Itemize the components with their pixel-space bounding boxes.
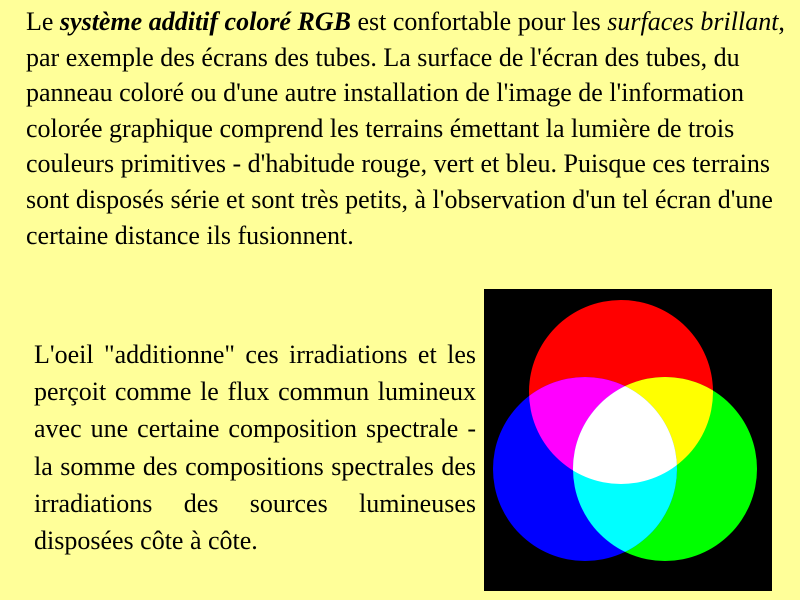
rgb-system-term: système additif coloré RGB xyxy=(59,7,351,36)
eye-addition-paragraph: L'oeil "additionne" ces irradiations et les perçoit comme le flux commun lumineux avec une certaine composition spectrale - la somme des compositions spectrales des irradiations des sources lumineuses disposées côte à côte. xyxy=(34,340,476,556)
intro-text-mid: est confortable pour les xyxy=(350,7,608,36)
intro-paragraph xyxy=(26,4,786,253)
rgb-additive-illustration xyxy=(484,289,772,591)
intro-text-end: , par exemple des écrans des tubes. La surface de l'écran des tubes, du panneau coloré ou d'une autre installation de l'image de l'information colorée graphique comprend les terrains émettant la lumière de trois couleurs primitives - d'habitude rouge, vert et bleu. Puisque ces terrains sont disposés série et sont très petits, à l'observation d'un tel écran d'une certaine distance ils fusionnent. xyxy=(26,7,785,250)
intro-text-start: Le xyxy=(26,7,60,36)
rgb-venn-svg xyxy=(484,289,772,591)
glossy-surfaces-term: surfaces brillant xyxy=(607,7,779,36)
